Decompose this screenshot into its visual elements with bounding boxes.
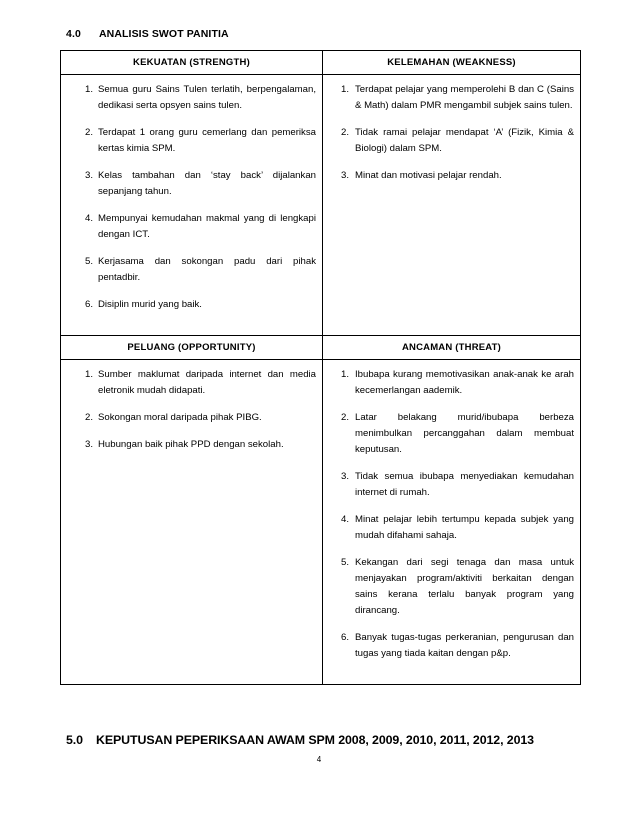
opportunity-item-number: 1. [85,369,94,380]
strength-item-number: 2. [85,127,94,138]
header-weakness: KELEMAHAN (WEAKNESS) [323,51,581,75]
threat-item [323,410,574,458]
strength-item-number: 3. [85,170,94,181]
strength-item [61,211,316,243]
header-strength: KEKUATAN (STRENGTH) [61,51,323,75]
threat-cell [323,360,581,685]
strength-item-number: 1. [85,84,94,95]
weakness-item-number: 2. [341,127,350,138]
threat-item [323,555,574,619]
strength-item-number: 6. [85,299,94,310]
opportunity-item-text: Sumber maklumat daripada internet dan media eletronik mudah didapati. [98,369,316,396]
opportunity-list [61,367,316,453]
weakness-list [323,82,574,184]
threat-item [323,469,574,501]
section-5-number: 5.0 [66,733,83,747]
weakness-item [323,82,574,114]
threat-item-text: Latar belakang murid/ibubapa berbeza menimbulkan percanggahan dalam membuat keputusan. [355,412,574,455]
threat-item [323,367,574,399]
threat-item-text: Banyak tugas-tugas perkeranian, pengurusan dan tugas yang tiada kaitan dengan p&p. [355,632,574,659]
strength-item-text: Terdapat 1 orang guru cemerlang dan pemeriksa kertas kimia SPM. [98,127,316,154]
weakness-item-text: Terdapat pelajar yang memperolehi B dan C (Sains & Math) dalam PMR mengambil subjek sains tulen. [355,84,574,111]
threat-item [323,630,574,662]
threat-item-text: Kekangan dari segi tenaga dan masa untuk menjayakan program/aktiviti berkaitan dengan sains kerana terlalu banyak program yang dirancang. [355,557,574,616]
strength-item-text: Disiplin murid yang baik. [98,299,202,310]
section-5-heading [66,733,534,747]
strength-cell [61,75,323,336]
opportunity-item [61,410,316,426]
threat-item-number: 5. [341,557,350,568]
weakness-item-number: 1. [341,84,350,95]
strength-item-number: 4. [85,213,94,224]
threat-item-number: 6. [341,632,350,643]
threat-item-text: Minat pelajar lebih tertumpu kepada subjek yang mudah difahami sahaja. [355,514,574,541]
threat-item-number: 3. [341,471,350,482]
strength-item-text: Mempunyai kemudahan makmal yang di lengkapi dengan ICT. [98,213,316,240]
opportunity-item-text: Hubungan baik pihak PPD dengan sekolah. [98,439,284,450]
threat-item-number: 4. [341,514,350,525]
page-number: 4 [316,755,322,764]
strength-item [61,297,316,313]
weakness-item-text: Tidak ramai pelajar mendapat ‘A’ (Fizik, Kimia & Biologi) dalam SPM. [355,127,574,154]
weakness-item [323,168,574,184]
opportunity-cell [61,360,323,685]
strength-list [61,82,316,313]
threat-item-text: Ibubapa kurang memotivasikan anak-anak ke arah kecemerlangan aademik. [355,369,574,396]
section-4-heading [66,28,229,40]
strength-item [61,82,316,114]
strength-item-text: Kelas tambahan dan ‘stay back’ dijalankan sepanjang tahun. [98,170,316,197]
threat-list [323,367,574,662]
weakness-item-number: 3. [341,170,350,181]
weakness-item-text: Minat dan motivasi pelajar rendah. [355,170,502,181]
section-5-title: KEPUTUSAN PEPERIKSAAN AWAM SPM 2008, 2009, 2010, 2011, 2012, 2013 [96,733,534,747]
threat-item-number: 2. [341,412,350,423]
strength-item [61,254,316,286]
section-4-title: ANALISIS SWOT PANITIA [99,28,229,40]
opportunity-item [61,367,316,399]
header-opportunity: PELUANG (OPPORTUNITY) [61,336,323,360]
section-4-number: 4.0 [66,28,81,40]
opportunity-item [61,437,316,453]
header-threat: ANCAMAN (THREAT) [323,336,581,360]
weakness-item [323,125,574,157]
strength-item-number: 5. [85,256,94,267]
strength-item-text: Semua guru Sains Tulen terlatih, berpengalaman, dedikasi serta opsyen sains tulen. [98,84,316,111]
threat-item [323,512,574,544]
swot-table [60,50,581,685]
threat-item-number: 1. [341,369,350,380]
strength-item-text: Kerjasama dan sokongan padu dari pihak pentadbir. [98,256,316,283]
weakness-cell [323,75,581,336]
strength-item [61,168,316,200]
opportunity-item-number: 3. [85,439,94,450]
threat-item-text: Tidak semua ibubapa menyediakan kemudahan internet di rumah. [355,471,574,498]
opportunity-item-text: Sokongan moral daripada pihak PIBG. [98,412,262,423]
strength-item [61,125,316,157]
opportunity-item-number: 2. [85,412,94,423]
